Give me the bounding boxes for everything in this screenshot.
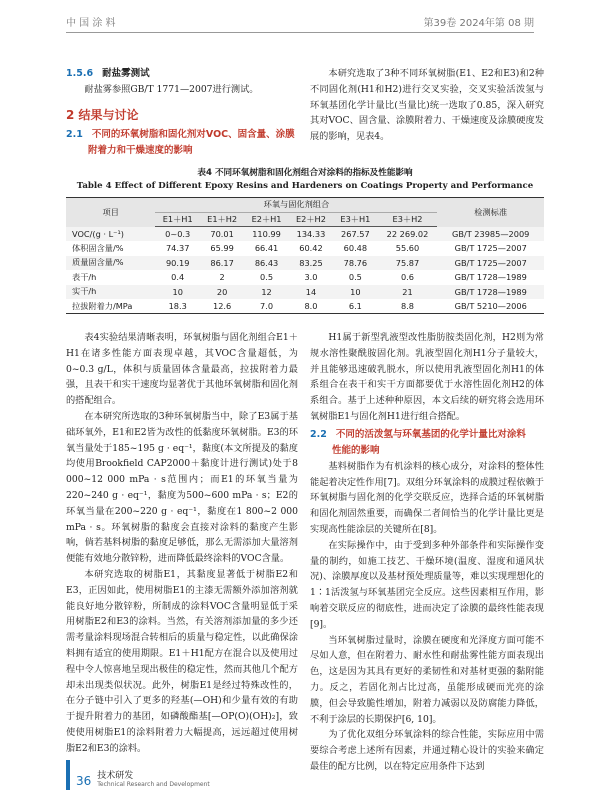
row-value: 0~0.3 <box>155 227 199 242</box>
row-value: 267.57 <box>333 227 377 242</box>
row-value: 12.6 <box>200 299 244 314</box>
section-2-heading: 2 结果与讨论 <box>66 107 139 122</box>
combo-head: E2＋H1 <box>244 212 288 227</box>
row-name: 实干/h <box>66 285 155 300</box>
footer <box>76 768 210 788</box>
right-paragraph-1: H1属于新型乳液型改性脂肪胺类固化剂，H2则为常规水溶性聚酰胺固化剂。乳液型固化剂H1分子量较大，并且能够迅速破乳脱水，所以使用乳液型固化剂H1的体系组合在表干和实干方面都要优于水溶性固化剂H2的体系组合。基于上述种种原因，本文后续的研究将会选用环氧树脂E1与固化剂H1进行组合搭配。 <box>310 332 544 422</box>
combo-head: E1＋H2 <box>200 212 244 227</box>
left-top <box>66 66 298 159</box>
row-std: GB/T 1728—1989 <box>437 270 544 285</box>
row-std: GB/T 1725—2007 <box>437 241 544 256</box>
row-value: 78.76 <box>333 256 377 271</box>
row-value: 55.60 <box>378 241 438 256</box>
right-paragraph-2: 基料树脂作为有机涂料的核心成分，对涂料的整体性能起着决定性作用[7]。双组分环氧涂料的成膜过程依赖于环氧树脂与固化剂的化学交联反应，选择合适的环氧树脂和固化剂固然重要，而确保二者间恰当的化学计量比更是实现高性能涂层的关键所在[8]。 <box>310 460 544 535</box>
head-item: 项目 <box>66 198 155 227</box>
right-body <box>310 330 544 775</box>
left-paragraph-3: 本研究选取的树脂E1，其黏度显著低于树脂E2和E3，正因如此，使用树脂E1的主漆无需额外添加溶剂就能良好地分散锌粉，所制成的涂料VOC含量明显低于采用树脂E2和E3的涂料。当然，有关溶剂添加量的多少还需考量涂料现场混合转相后的质量与稳定性，以此确保涂料拥有适宜的使用期限。E1＋H1配方在混合以及使用过程中令人惊喜地呈现出极佳的稳定性，然而其他几个配方却未出现类似状况。此外，树脂E1是经过特殊改性的，在分子链中引入了更多的羟基(—OH)和少量有效的有助于提升附着力的基团，如磷酸酯基[—OP(O)(OH)₂]，致使使用树脂E1的涂料附着力大幅提高，远远超过使用树脂E2和E3的涂料。 <box>66 568 298 754</box>
row-value: 8.8 <box>378 299 438 314</box>
table-caption-cn: 表4 不同环氧树脂和固化剂组合对涂料的指标及性能影响 <box>197 168 413 178</box>
row-value: 134.33 <box>289 227 333 242</box>
row-value: 75.87 <box>378 256 438 271</box>
right-top <box>310 66 544 145</box>
row-value: 90.19 <box>155 256 199 271</box>
row-value: 60.42 <box>289 241 333 256</box>
section-2-1-heading: 2.1 不同的环氧树脂和固化剂对VOC、固含量、涂膜 附着力和干燥速度的影响 <box>66 128 295 156</box>
row-value: 8.0 <box>289 299 333 314</box>
footer-accent-bar <box>66 760 70 790</box>
combo-head: E2＋H2 <box>289 212 333 227</box>
footer-section-en: Technical Research and Development <box>97 781 210 788</box>
intro-paragraph: 本研究选取了3种不同环氧树脂(E1、E2和E3)和2种不同固化剂(H1和H2)进行交叉实验，交叉实验活泼氢与环氧基团化学计量比(当量比)统一选取了0.85，深入研究其对VOC、固含量、涂膜附着力、干燥速度及涂膜硬度发展的影响，见表4。 <box>310 68 544 143</box>
head-std: 检测标准 <box>437 198 544 227</box>
row-value: 0.5 <box>244 270 288 285</box>
table-row <box>66 270 544 285</box>
combo-head: E3＋H1 <box>333 212 377 227</box>
row-name: 体积固含量/% <box>66 241 155 256</box>
section-2-2-heading: 2.2 不同的活泼氢与环氧基团的化学计量比对涂料 性能的影响 <box>310 428 526 456</box>
row-name: 表干/h <box>66 270 155 285</box>
combo-head: E1＋H1 <box>155 212 199 227</box>
right-paragraph-5: 为了优化双组分环氧涂料的综合性能，实际应用中需要综合考虑上述所有因素，并通过精心设计的实验来确定最佳的配方比例，以在特定应用条件下达到 <box>310 729 544 772</box>
row-std: GB/T 1728—1989 <box>437 285 544 300</box>
row-value: 10 <box>333 285 377 300</box>
row-value: 66.41 <box>244 241 288 256</box>
row-value: 10 <box>155 285 199 300</box>
row-value: 7.0 <box>244 299 288 314</box>
row-value: 0.6 <box>378 270 438 285</box>
page-number: 36 <box>76 774 92 788</box>
section-1-5-6-heading: 1.5.6 耐盐雾测试 <box>66 68 150 79</box>
row-value: 21 <box>378 285 438 300</box>
row-std: GB/T 23985—2009 <box>437 227 544 242</box>
row-value: 65.99 <box>200 241 244 256</box>
row-value: 14 <box>289 285 333 300</box>
row-value: 20 <box>200 285 244 300</box>
row-value: 0.5 <box>333 270 377 285</box>
row-value: 0.4 <box>155 270 199 285</box>
row-name: 拉拔附着力/MPa <box>66 299 155 314</box>
row-value: 22 269.02 <box>378 227 438 242</box>
row-value: 86.43 <box>244 256 288 271</box>
row-value: 74.37 <box>155 241 199 256</box>
row-value: 86.17 <box>200 256 244 271</box>
table-row <box>66 299 544 314</box>
journal-name: 中 国 涂 料 <box>66 18 116 29</box>
table-caption <box>66 167 544 193</box>
row-std: GB/T 5210—2006 <box>437 299 544 314</box>
row-value: 60.48 <box>333 241 377 256</box>
row-std: GB/T 1725—2007 <box>437 256 544 271</box>
combo-head: E3＋H2 <box>378 212 438 227</box>
row-value: 2 <box>200 270 244 285</box>
header-rule <box>66 32 534 33</box>
table-row <box>66 256 544 271</box>
right-paragraph-4: 当环氧树脂过量时，涂膜在硬度和光泽度方面可能不尽如人意，但在附着力、耐水性和耐盐雾性能方面表现出色，这是因为其具有更好的柔韧性和对基材更强的黏附能力。反之，若固化剂占比过高，虽能形成硬而光亮的涂膜，但会导致脆性增加，附着力减弱以及防腐能力降低，不利于涂层的长期保护[6, 10]。 <box>310 634 544 725</box>
running-header <box>66 14 534 29</box>
row-value: 18.3 <box>155 299 199 314</box>
table-row <box>66 241 544 256</box>
row-value: 3.0 <box>289 270 333 285</box>
row-value: 6.1 <box>333 299 377 314</box>
left-paragraph-2: 在本研究所选取的3种环氧树脂当中，除了E3属于基础环氧外，E1和E2皆为改性的低黏度环氧树脂。E3的环氧当量处于185~195 g · eq⁻¹，黏度(本文所提及的黏度均使用Brookfield CAP2000＋黏度计进行测试)处于8 000~12 000 mPa · s范围内；而E1的环氧当量为220~240 g · eq⁻¹，黏度为500~600 mPa · s；E2的环氧当量在200~220 g · eq⁻¹，黏度在1 800~2 000 mPa · s。环氧树脂的黏度会直接对涂料的黏度产生影响，倘若基料树脂的黏度足够低，那么无需添加大量溶剂便能有效地分散锌粉，进而降低最终涂料的VOC含量。 <box>66 410 298 565</box>
table-body <box>66 227 544 314</box>
table-4 <box>66 197 544 314</box>
row-name: VOC/(g · L⁻¹) <box>66 227 155 242</box>
row-value: 83.25 <box>289 256 333 271</box>
row-value: 70.01 <box>200 227 244 242</box>
left-body <box>66 330 298 757</box>
row-value: 12 <box>244 285 288 300</box>
issue-info: 第39卷 2024年第 08 期 <box>423 18 534 29</box>
right-paragraph-3: 在实际操作中，由于受到多种外部条件和实际操作变量的制约，如施工技艺、干燥环境(温度、湿度和通风状况)、涂膜厚度以及基材预处理质量等，难以实现理想化的1∶1活泼氢与环氧基团完全反应。这些因素相互作用，影响着交联反应的彻底性，进而决定了涂膜的最终性能表现[9]。 <box>310 539 544 630</box>
table-caption-en: Table 4 Effect of Different Epoxy Resins and Hardeners on Coatings Property and Performance <box>76 181 534 191</box>
row-name: 质量固含量/% <box>66 256 155 271</box>
table-row <box>66 285 544 300</box>
table-row <box>66 227 544 242</box>
left-paragraph-1: 表4实验结果清晰表明，环氧树脂与固化剂组合E1＋H1在诸多性能方面表现卓越，其VOC含量超低，为0~0.3 g/L，体积与质量固体含量最高，拉拔附着力最强，且表干和实干速度均显著优于其他环氧树脂和固化剂的搭配组合。 <box>66 332 298 407</box>
row-value: 110.99 <box>244 227 288 242</box>
footer-section-cn: 技术研发 <box>97 771 134 781</box>
head-group: 环氧与固化剂组合 <box>155 198 437 213</box>
section-1-5-6-body: 耐盐雾参照GB/T 1771—2007进行测试。 <box>84 84 259 95</box>
